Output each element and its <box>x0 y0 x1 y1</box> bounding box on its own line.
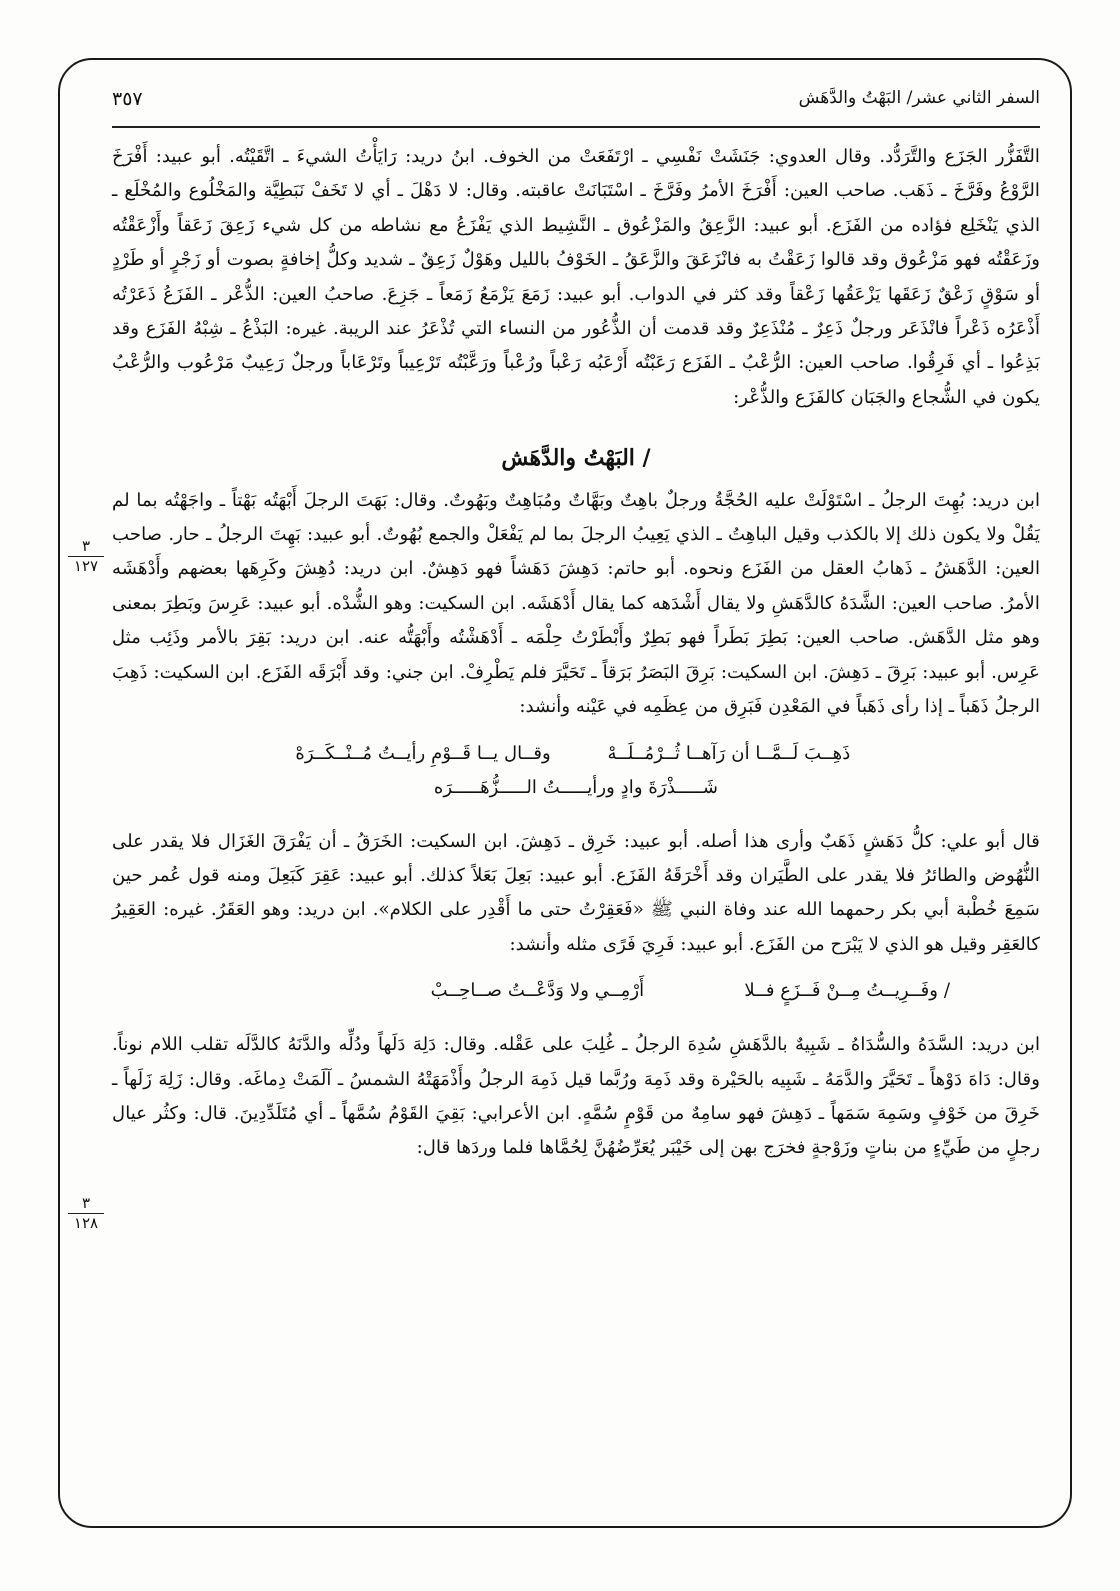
poem-1-line-1 <box>112 737 1040 771</box>
paragraph-1: التَّفَزُّر الجَزَع والتَّرَدُّد. وقال العدوي: جَنَشَتْ نَفْسِي ـ ارْتَفَعَتْ من الخوف. ابنُ دريد: رَايَأْتُ الشيءَ ـ اتَّقَيْتُه. أبو عبيد: أَفْرَخَ الرَّوْعُ وفَرَّخَ ـ ذَهَب. صاحب العين: أَفْرَخَ الأمرُ وفَرَّخَ ـ اسْتَبَانَتْ عاقبته. وقال: لا دَهْلَ ـ أي لا تَخَفْ نَبَطِيَّة والمَخْلُوع والمُخْلَع ـ الذي يَنْخَلِع فؤاده من الفَزَع. أبو عبيد: الزَّعِقُ والمَزْعُوق ـ النَّشِيط الذي يَفْزَعُ مع نشاطه من كل شيء زَعِقَ زَعَقاً وأَزْعَقْتُه وزَعَقْتُه فهو مَزْعُوق وقد قالوا زَعَقْتُ به فانْزَعَقَ والزَّعَقُ ـ الخَوْفُ بالليل وهَوْلٌ زَعِقٌ ـ شديد وكلُّ إخافةٍ بصوت أو زَجْرٍ أو طَرْدٍ أو سَوْقٍ زَعْقٌ زَعَقَها يَزْعَقُها زَعْقاً وقد كثر في الدواب. أبو عبيد: زَمَعَ يَزْمَعُ زَمَعاً ـ جَزِعَ. صاحبُ العين: الذُّعْر ـ الفَزَعُ ذَعَرْتُه أَذْعَرُه ذَعْراً فانْذَعَر ورجلٌ ذَعِرٌ ـ مُنْذَعِرٌ وقد قدمت أن الذُّعُور من النساء التي تُذْعَرُ عند الريبة. غيره: البَذْعُ ـ شِبْهُ الفَزَع وقد بَذِعُوا ـ أي فَرِقُوا. صاحب العين: الرُّعْبُ ـ الفَزَع رَعَبْتُه أَرْعَبُه رَعْباً ورُعْباً ورَعَّبْتُه تَرْعِيباً وتَرْعَاباً ورجلٌ رَعِيبٌ مَرْعُوب والرُّعْبُ يكون في الشُّجاع والجَبَان كالفَزَع والذُّعْر: <box>112 146 1040 408</box>
margin-ref-page: ١٢٧ <box>73 557 99 575</box>
section-heading: / البَهْتُ والدَّهَش <box>501 445 651 472</box>
margin-ref-volume: ٣ <box>81 537 91 555</box>
header-rule <box>112 126 1040 128</box>
margin-ref-volume: ٣ <box>81 1194 91 1212</box>
paragraph-2: ابن دريد: بُهِتَ الرجلُ ـ اسْتَوْلَتْ عليه الحُجَّةُ ورجلٌ باهِتٌ وبَهَّاتٌ ومُبَاهِتٌ وبَهُوتٌ. وقال: بَهَتَ الرجلَ أَبْهَتُه بَهْتاً ـ واجَهْتُه بما لم يَقُلْ ولا يكون ذلك إلا بالكذب وقيل الباهِتُ ـ الذي يَعِيبُ الرجلَ بما لم يَفْعَلْ والجمع بُهُوتٌ. أبو عبيد: بَهِتَ الرجلُ ـ حار. صاحب العين: الدَّهَشُ ـ ذَهابُ العقل من الفَزَع ونحوه. أبو حاتم: دَهِشَ دَهَشاً فهو دَهِشٌ. ابن دريد: دُهِشَ وكَرِهَها بعضهم وأَدْهَشَه الأمرُ. صاحب العين: الشَّدَهُ كالدَّهَشِ ولا يقال أَشْدَهه كما يقال أَدْهَشَه. ابن السكيت: وهو الشُّدْه. أبو عبيد: عَرِسَ وبَطِرَ بمعنى وهو مثل الدَّهَش. صاحب العين: بَطِرَ بَطَراً فهو بَطِرٌ وأَبْطَرْتُ حِلْمَه ـ أَدْهَشْتُه وأَبْهَتُّه عنه. ابن دريد: بَقِرَ بالأمر وذَئِب مثل عَرِس. أبو عبيد: بَرِقَ ـ دَهِشَ. ابن السكيت: بَرِقَ البَصَرُ بَرَقاً ـ تَحَيَّرَ فلم يَطْرِفْ. ابن جني: وقد أَبْرَقَه الفَزَع. ابن السكيت: ذَهِبَ الرجلُ ذَهَباً ـ إذا رأى ذَهَباً في المَعْدِن فَبَرِق من عِظَمِه في عَيْنه وأنشد: <box>112 489 1040 718</box>
page-body <box>112 140 1040 1166</box>
paragraph-4: ابن دريد: السَّدَهُ والسُّدَاهُ ـ شَبِيهٌ بالدَّهَشِ سُدِهَ الرجلُ ـ غُلِبَ على عَقْله. وقال: دَلِهَ دَلَهاً ودُلِّه والدَّنَهُ كالدَّلَه تقلب اللام نوناً. وقال: دَاهَ دَوْهاً ـ تَحَيَّرَ والدَّمَهُ ـ شَبِيه بالحَيْرة وقد ذَمِهَ ورُبَّما قيل ذَمِهَ الرجلُ وأَذْمَهَتْهُ الشمسُ ـ آلَمَتْ دِماغَه. وقال: زَلِهَ زَلَهاً ـ خَرِقَ من خَوْفٍ وسَمِهَ سَمَهاً ـ دَهِشَ فهو سامِهٌ من قَوْمٍ سُمَّهٍ. ابن الأعرابي: بَقِيَ القَوْمُ سُمَّهاً ـ أي مُتَلَدِّدِينَ. قال: وكثُر عيال رجلٍ من طَيِّءٍ من بناتٍ وزَوْجةٍ فخرَج بهن إلى خَيْبَر يُعَرِّضُهُنَّ لِحُمَّاها فلما وردَها قال: <box>112 1034 1040 1159</box>
poem-1 <box>112 737 1040 805</box>
margin-ref-127 <box>62 538 110 575</box>
running-title: السفر الثاني عشر/ البَهْتُ والدَّهَش <box>798 88 1040 108</box>
page-number: ٣٥٧ <box>112 88 143 110</box>
paragraph-3: قال أبو علي: كلُّ دَهَشٍ ذَهَبٌ وأرى هذا أصله. أبو عبيد: خَرِق ـ دَهِشَ. ابن السكيت: الخَرَقُ ـ أن يَفْرَقَ الغَزَال فلا يقدر على النُّهُوض والطائرُ فلا يقدر على الطَّيَران وقد أَخْرَقَهُ الفَزَع. أبو عبيد: بَعِلَ بَعَلاً كذلك. أبو عبيد: عَقِرَ كَبَعِلَ ومنه قول عُمر حين سَمِعَ خُطْبة أبي بكر رحمهما الله عند وفاة النبي ﷺ «فَعَقِرْتُ حتى ما أَقْدِر على الكلام». ابن دريد: وهو العَقَرُ. غيره: العَقِيرُ كالعَقِر وقيل هو الذي لا يَبْرَح من الفَزَع. أبو عبيد: فَرِيَ فَرًى مثله وأنشد: <box>112 830 1040 955</box>
poem-2-hemistich-1: / وفَــرِيــتُ مِــنْ فَــزَعٍ فــلا <box>744 980 950 1002</box>
page-header <box>112 84 1040 118</box>
poem-2-line-1 <box>112 974 1040 1008</box>
margin-ref-128 <box>62 1195 110 1232</box>
poem-1-hemistich-1: ذَهِــبَ لَــمَّــا أن رَآهــا ثُــرْمُــلَــهْ <box>607 742 851 764</box>
poem-2 <box>112 974 1040 1008</box>
poem-1-hemistich-2: وقــال يــا قَــوْمِ رأيــتُ مُــنْــكَــرَهْ <box>295 742 551 764</box>
margin-ref-page: ١٢٨ <box>73 1214 99 1232</box>
poem-1-line-2: شَـــــذْرَةَ وادٍ ورأيـــــتُ الـــــزُّهَـــــرَه <box>433 776 719 798</box>
poem-2-hemistich-2: أَرْمِــي ولا وَدَّعْــتُ صــاحِــبْ <box>430 980 645 1002</box>
